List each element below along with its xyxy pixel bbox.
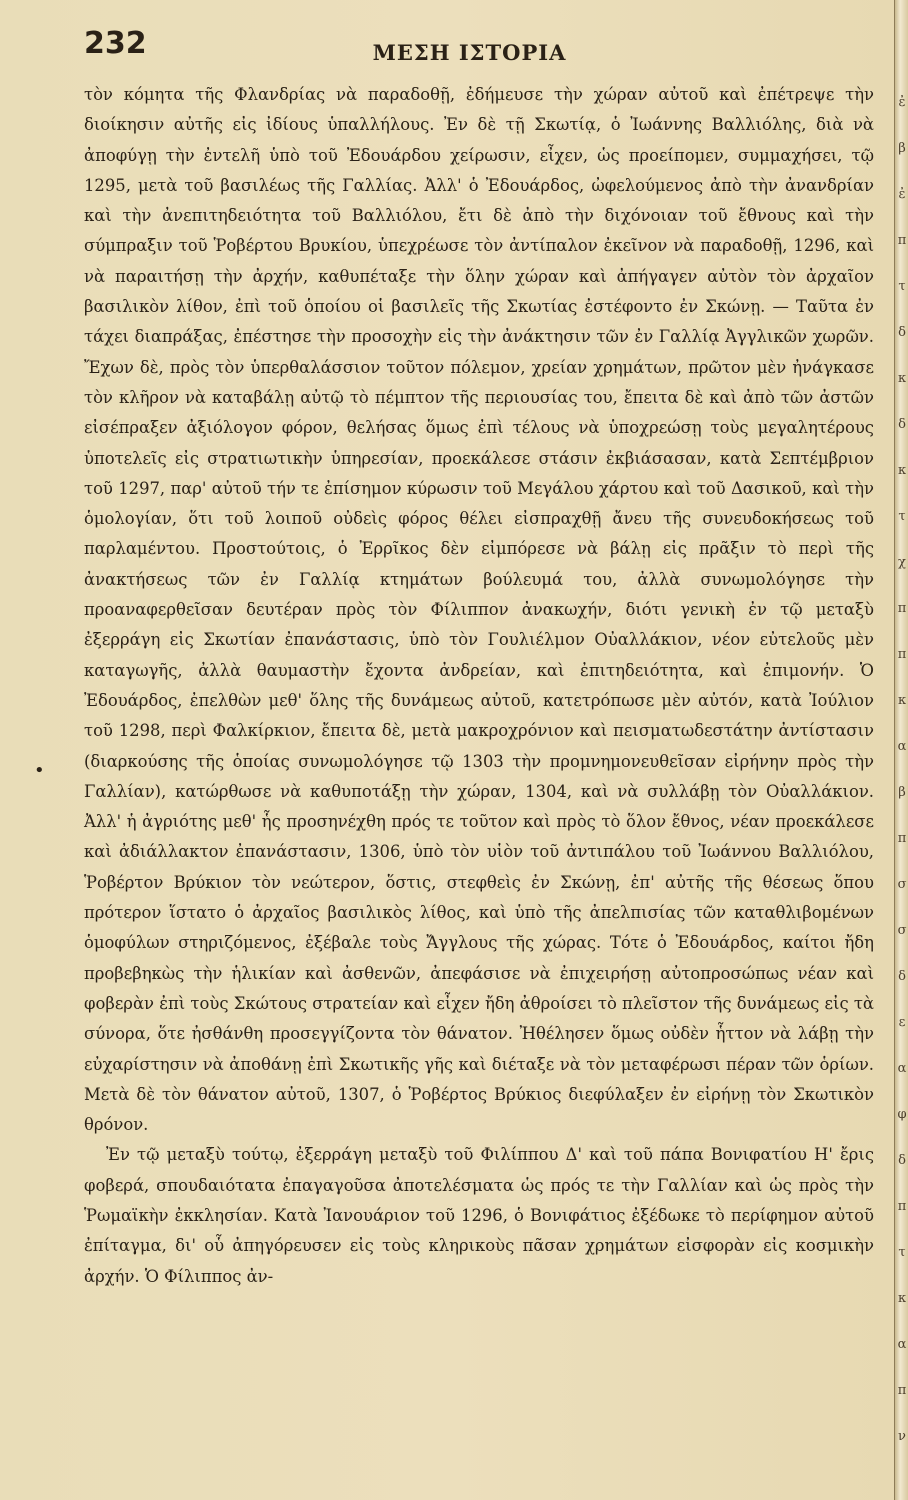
adjacent-page-text: ἐ β ἐ π τ δ κ δ κ τ χ π π κ α β π σ σ δ ε α φ δ π τ κ α π ν [897,95,907,1444]
page-header [84,26,855,66]
page-number: 232 [84,26,147,61]
body-text [84,80,874,1292]
paragraph: τὸν κόμητα τῆς Φλανδρίας νὰ παραδοθῇ, ἐδήμευσε τὴν χώραν αὐτοῦ καὶ ἐπέτρεψε τὴν διοίκησιν αὐτῆς εἰς ἰδίους ὑπαλλήλους. Ἐν δὲ τῇ Σκωτίᾳ, ὁ Ἰωάννης Βαλλιόλης, διὰ νὰ ἀποφύγῃ τὴν ἐντελῆ ὑπὸ τοῦ Ἐδουάρδου χείρωσιν, εἶχεν, ὡς προείπομεν, συμμαχήσει, τῷ 1295, μετὰ τοῦ βασιλέως τῆς Γαλλίας. Ἀλλ' ὁ Ἐδουάρδος, ὠφελούμενος ἀπὸ τὴν ἀνανδρίαν καὶ τὴν ἀνεπιτηδειότητα τοῦ Βαλλιόλου, ἔτι δὲ ἀπὸ τὴν διχόνοιαν τοῦ ἔθνους καὶ τὴν σύμπραξιν τοῦ Ῥοβέρτου Βρυκίου, ὑπεχρέωσε τὸν ἀντίπαλον ἐκεῖνον νὰ παραδοθῇ, 1296, καὶ νὰ παραιτήσῃ τὴν ἀρχήν, καθυπέταξε τὴν ὅλην χώραν καὶ ἀπήγαγεν αὐτὸν τὸν ἀρχαῖον βασιλικὸν λίθον, ἐπὶ τοῦ ὁποίου οἱ βασιλεῖς τῆς Σκωτίας ἐστέφοντο ἐν Σκώνῃ. — Ταῦτα ἐν τάχει διαπράξας, ἐπέστησε τὴν προσοχὴν εἰς τὴν ἀνάκτησιν τῶν ἐν Γαλλίᾳ Ἀγγλικῶν χωρῶν. Ἔχων δὲ, πρὸς τὸν ὑπερθαλάσσιον τοῦτον πόλεμον, χρείαν χρημάτων, πρῶτον μὲν ἠνάγκασε τὸν κλῆρον νὰ καταβάλῃ αὐτῷ τὸ πέμπτον τῆς περιουσίας του, ἔπειτα δὲ καὶ ἀπὸ τῶν ἀστῶν εἰσέπραξεν ἀξιόλογον φόρον, θελήσας ὅμως ἐπὶ τέλους νὰ ὑποχρεώσῃ τοὺς μεγαλητέρους ὑποτελεῖς εἰς στρατιωτικὴν ὑπηρεσίαν, προεκάλεσε στάσιν ἐκβιάσασαν, κατὰ Σεπτέμβριον τοῦ 1297, παρ' αὐτοῦ τήν τε ἐπίσημον κύρωσιν τοῦ Μεγάλου χάρτου καὶ τοῦ Δασικοῦ, καὶ τὴν ὁμολογίαν, ὅτι τοῦ λοιποῦ οὐδεὶς φόρος θέλει εἰσπραχθῇ ἄνευ τῆς συνευδοκήσεως τοῦ παρλαμέντου. Προστούτοις, ὁ Ἐρρῖκος δὲν εἰμπόρεσε νὰ βάλῃ εἰς πρᾶξιν τὸ περὶ τῆς ἀνακτήσεως τῶν ἐν Γαλλίᾳ κτημάτων βούλευμά του, ἀλλὰ συνωμολόγησε τὴν προαναφερθεῖσαν δευτέραν πρὸς τὸν Φίλιππον ἀνακωχήν, διότι γενικὴ ἐν τῷ μεταξὺ ἐξερράγη εἰς Σκωτίαν ἐπανάστασις, ὑπὸ τὸν Γουλιέλμον Οὐαλλάκιον, νέον εὐτελοῦς μὲν καταγωγῆς, ἀλλὰ θαυμαστὴν ἔχοντα ἀνδρείαν, καὶ ἐπιτηδειότητα, καὶ ἐπιμονήν. Ὁ Ἐδουάρδος, ἐπελθὼν μεθ' ὅλης τῆς δυνάμεως αὐτοῦ, κατετρόπωσε μὲν αὐτόν, κατὰ Ἰούλιον τοῦ 1298, περὶ Φαλκίρκιον, ἔπειτα δὲ, μετὰ μακροχρόνιον καὶ πεισματωδεστάτην ἀντίστασιν (διαρκούσης τῆς ὁποίας συνωμολόγησε τῷ 1303 τὴν προμνημονευθεῖσαν εἰρήνην πρὸς τὴν Γαλλίαν), κατώρθωσε νὰ καθυποτάξῃ τὴν χώραν, 1304, καὶ νὰ συλλάβῃ τὸν Οὐαλλάκιον. Ἀλλ' ἡ ἀγριότης μεθ' ἧς προσηνέχθη πρός τε τοῦτον καὶ πρὸς τὸ ὅλον ἔθνος, νέαν προεκάλεσε καὶ ἀδιάλλακτον ἐπανάστασιν, 1306, ὑπὸ τὸν υἱὸν τοῦ ἀντιπάλου τοῦ Ἰωάννου Βαλλιόλου, Ῥοβέρτον Βρύκιον τὸν νεώτερον, ὅστις, στεφθεὶς ἐν Σκώνῃ, ἐπ' αὐτῆς τῆς θέσεως ὅπου πρότερον ἵστατο ὁ ἀρχαῖος βασιλικὸς λίθος, καὶ ὑπὸ τῆς ἀπελπισίας τῶν καταθλιβομένων ὁμοφύλων στηριζόμενος, ἐξέβαλε τοὺς Ἄγγλους τῆς χώρας. Τότε ὁ Ἐδουάρδος, καίτοι ἤδη προβεβηκὼς τὴν ἡλικίαν καὶ ἀσθενῶν, ἀπεφάσισε νὰ ἐπιχειρήσῃ αὐτοπροσώπως νέαν καὶ φοβερὰν ἐπὶ τοὺς Σκώτους στρατείαν καὶ εἶχεν ἤδη ἀθροίσει τὸ πλεῖστον τῆς δυνάμεως εἰς τὰ σύνορα, ὅτε ἠσθάνθη προσεγγίζοντα τὸν θάνατον. Ἠθέλησεν ὅμως οὐδὲν ἧττον νὰ λάβῃ τὴν εὐχαρίστησιν νὰ ἀποθάνῃ ἐπὶ Σκωτικῆς γῆς καὶ διέταξε νὰ τὸν μεταφέρωσι πέραν τῶν ὁρίων. Μετὰ δὲ τὸν θάνατον αὐτοῦ, 1307, ὁ Ῥοβέρτος Βρύκιος διεφύλαξεν ἐν εἰρήνῃ τὸν Σκωτικὸν θρόνον. [84,85,874,1135]
adjacent-page-edge [894,0,908,1500]
paragraph: Ἐν τῷ μεταξὺ τούτῳ, ἐξερράγη μεταξὺ τοῦ Φιλίππου Δ' καὶ τοῦ πάπα Βονιφατίου Η' ἔρις φοβερά, σπουδαιότατα ἐπαγαγοῦσα ἀποτελέσματα ὡς πρός τε τὴν Γαλλίαν καὶ ὡς πρὸς τὴν Ῥωμαϊκὴν ἐκκλησίαν. Κατὰ Ἰανουάριον τοῦ 1296, ὁ Βονιφάτιος ἐξέδωκε τὸ περίφημον αὐτοῦ ἐπίταγμα, δι' οὗ ἀπηγόρευσεν εἰς τοὺς κληρικοὺς πᾶσαν χρημάτων εἰσφορὰν εἰς κοσμικὴν ἀρχήν. Ὁ Φίλιππος ἀν- [84,1145,874,1286]
margin-mark: • [34,760,45,781]
running-head: ΜΕΣΗ ΙΣΤΟΡΙΑ [372,40,567,65]
